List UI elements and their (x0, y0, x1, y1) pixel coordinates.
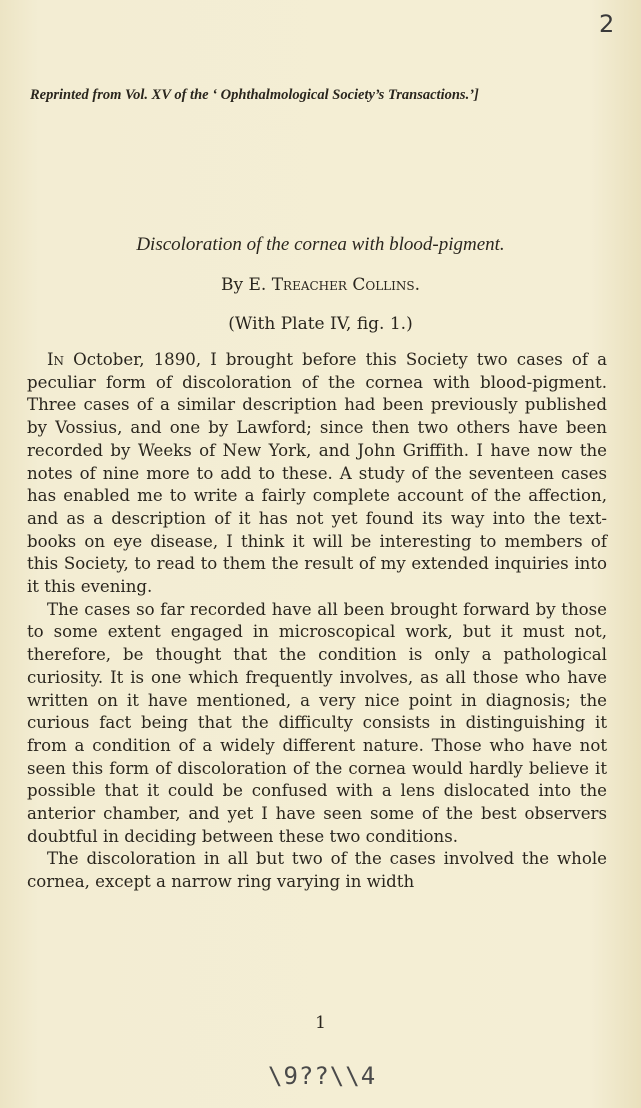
reprint-header: Reprinted from Vol. XV of the ‘ Ophthalmological Society’s Transactions.’] (30, 87, 479, 103)
paragraph-1-lead: In (47, 350, 65, 369)
paragraph-3: The discoloration in all but two of the cases involved the whole cornea, except a narrow ring varying in width (27, 849, 607, 892)
page-number: 1 (315, 1013, 326, 1033)
corner-handwritten-mark: 2 (599, 10, 615, 38)
byline (0, 275, 641, 295)
handwritten-shelf-mark: \9??\\4 (268, 1062, 377, 1090)
paragraph-1 (27, 349, 607, 599)
article-body (27, 349, 607, 894)
author-name: Treacher Collins. (271, 275, 420, 295)
paragraph-2: The cases so far recorded have all been brought forward by those to some extent engaged in microscopical work, but it must not, therefore, be thought that the condition is only a pathological curiosity. It is one which frequently involves, as all those who have written on it have mentioned, a very nice point in diagnosis; the curious fact being that the difficulty consists in distinguishing it from a condition of a widely different nature. Those who have not seen this form of discoloration of the cornea would hardly believe it possible that it could be confused with a lens dislocated into the anterior chamber, and yet I have seen some of the best observers doubtful in deciding between these two conditions. (27, 599, 607, 846)
byline-prefix: By E. (220, 275, 272, 295)
paragraph-1-text: October, 1890, I brought before this Society two cases of a peculiar form of discoloration of the cornea with blood-pigment. Three cases of a similar description had been previously published by Vossius, and one by Lawford; since then two others have been recorded by Weeks of New York, and John Griffith. I have now the notes of nine more to add to these. A study of the seventeen cases has enabled me to write a fairly complete account of the affection, and as a description of it has not yet found its way into the text-books on eye disease, I think it will be interesting to members of this Society, to read to them the result of my extended inquiries into it this evening. (27, 350, 607, 597)
article-title: Discoloration of the cornea with blood-pigment. (136, 234, 505, 255)
plate-reference: (With Plate IV, fig. 1.) (228, 314, 413, 334)
